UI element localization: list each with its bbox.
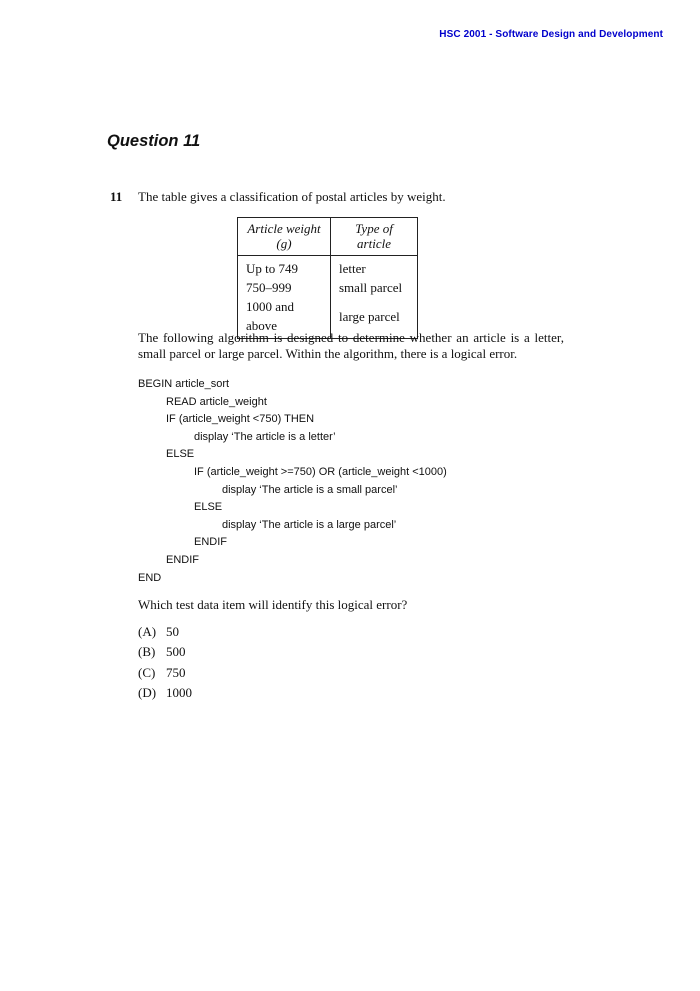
algorithm-line: ELSE: [194, 501, 223, 514]
option-value: 50: [166, 624, 179, 639]
algorithm-line: display ‘The article is a letter’: [194, 430, 336, 443]
table-header-weight: [238, 218, 331, 256]
algorithm-line: IF (article_weight <750) THEN: [166, 413, 315, 426]
question-intro: [110, 189, 446, 205]
algorithm-line: display ‘The article is a large parcel’: [222, 518, 397, 531]
table-cell-type: small parcel: [339, 280, 403, 295]
option-value: 500: [166, 644, 186, 660]
table-header-weight-line2: (g): [276, 236, 292, 251]
option-label: (B): [138, 644, 156, 660]
algorithm-line: END: [138, 571, 162, 584]
option-value: 750: [166, 664, 186, 680]
option-label: (A): [138, 624, 157, 639]
option-value: 1000: [166, 685, 192, 701]
option-row-c: [138, 665, 192, 685]
options-list: [138, 624, 192, 706]
algorithm-line: IF (article_weight >=750) OR (article_weight <1000): [194, 465, 447, 478]
algorithm-line: ENDIF: [194, 536, 227, 549]
table-header-type: Type of article: [331, 218, 418, 256]
doc-header: HSC 2001 - Software Design and Development: [439, 29, 663, 40]
algorithm-block: [138, 376, 447, 587]
table-cell-type: large parcel: [339, 308, 400, 324]
question-number: 11: [110, 189, 123, 204]
question-title: Question 11: [107, 132, 201, 150]
algorithm-line: ELSE: [166, 448, 195, 461]
table-cell-weight: 1000 and above: [238, 297, 331, 339]
table-cell-weight: Up to 749: [238, 256, 331, 279]
table-header-row: [238, 218, 418, 256]
option-row-a: [138, 624, 192, 644]
algorithm-line: BEGIN article_sort: [138, 378, 230, 390]
algorithm-line: READ article_weight: [166, 395, 267, 408]
table-cell-type: letter: [339, 261, 366, 276]
option-row-b: [138, 644, 192, 664]
algorithm-line: ENDIF: [166, 553, 199, 566]
option-label: (C): [138, 664, 156, 680]
weight-classification-table: [237, 217, 418, 339]
question-intro-text: The table gives a classification of postal articles by weight.: [138, 189, 446, 204]
option-row-d: [138, 685, 192, 705]
algorithm-line: display ‘The article is a small parcel’: [222, 483, 398, 496]
table-row: [238, 278, 418, 297]
option-label: (D): [138, 685, 157, 701]
table-cell-weight: 750–999: [238, 278, 331, 297]
table-header-weight-line1: Article weight: [247, 221, 321, 236]
question-prompt: Which test data item will identify this logical error?: [138, 597, 408, 612]
table-row: [238, 256, 418, 279]
question-description: The following algorithm is designed to determine whether an article is a letter, small parcel or large parcel. Within the algorithm, there is a logical error.: [138, 330, 564, 361]
